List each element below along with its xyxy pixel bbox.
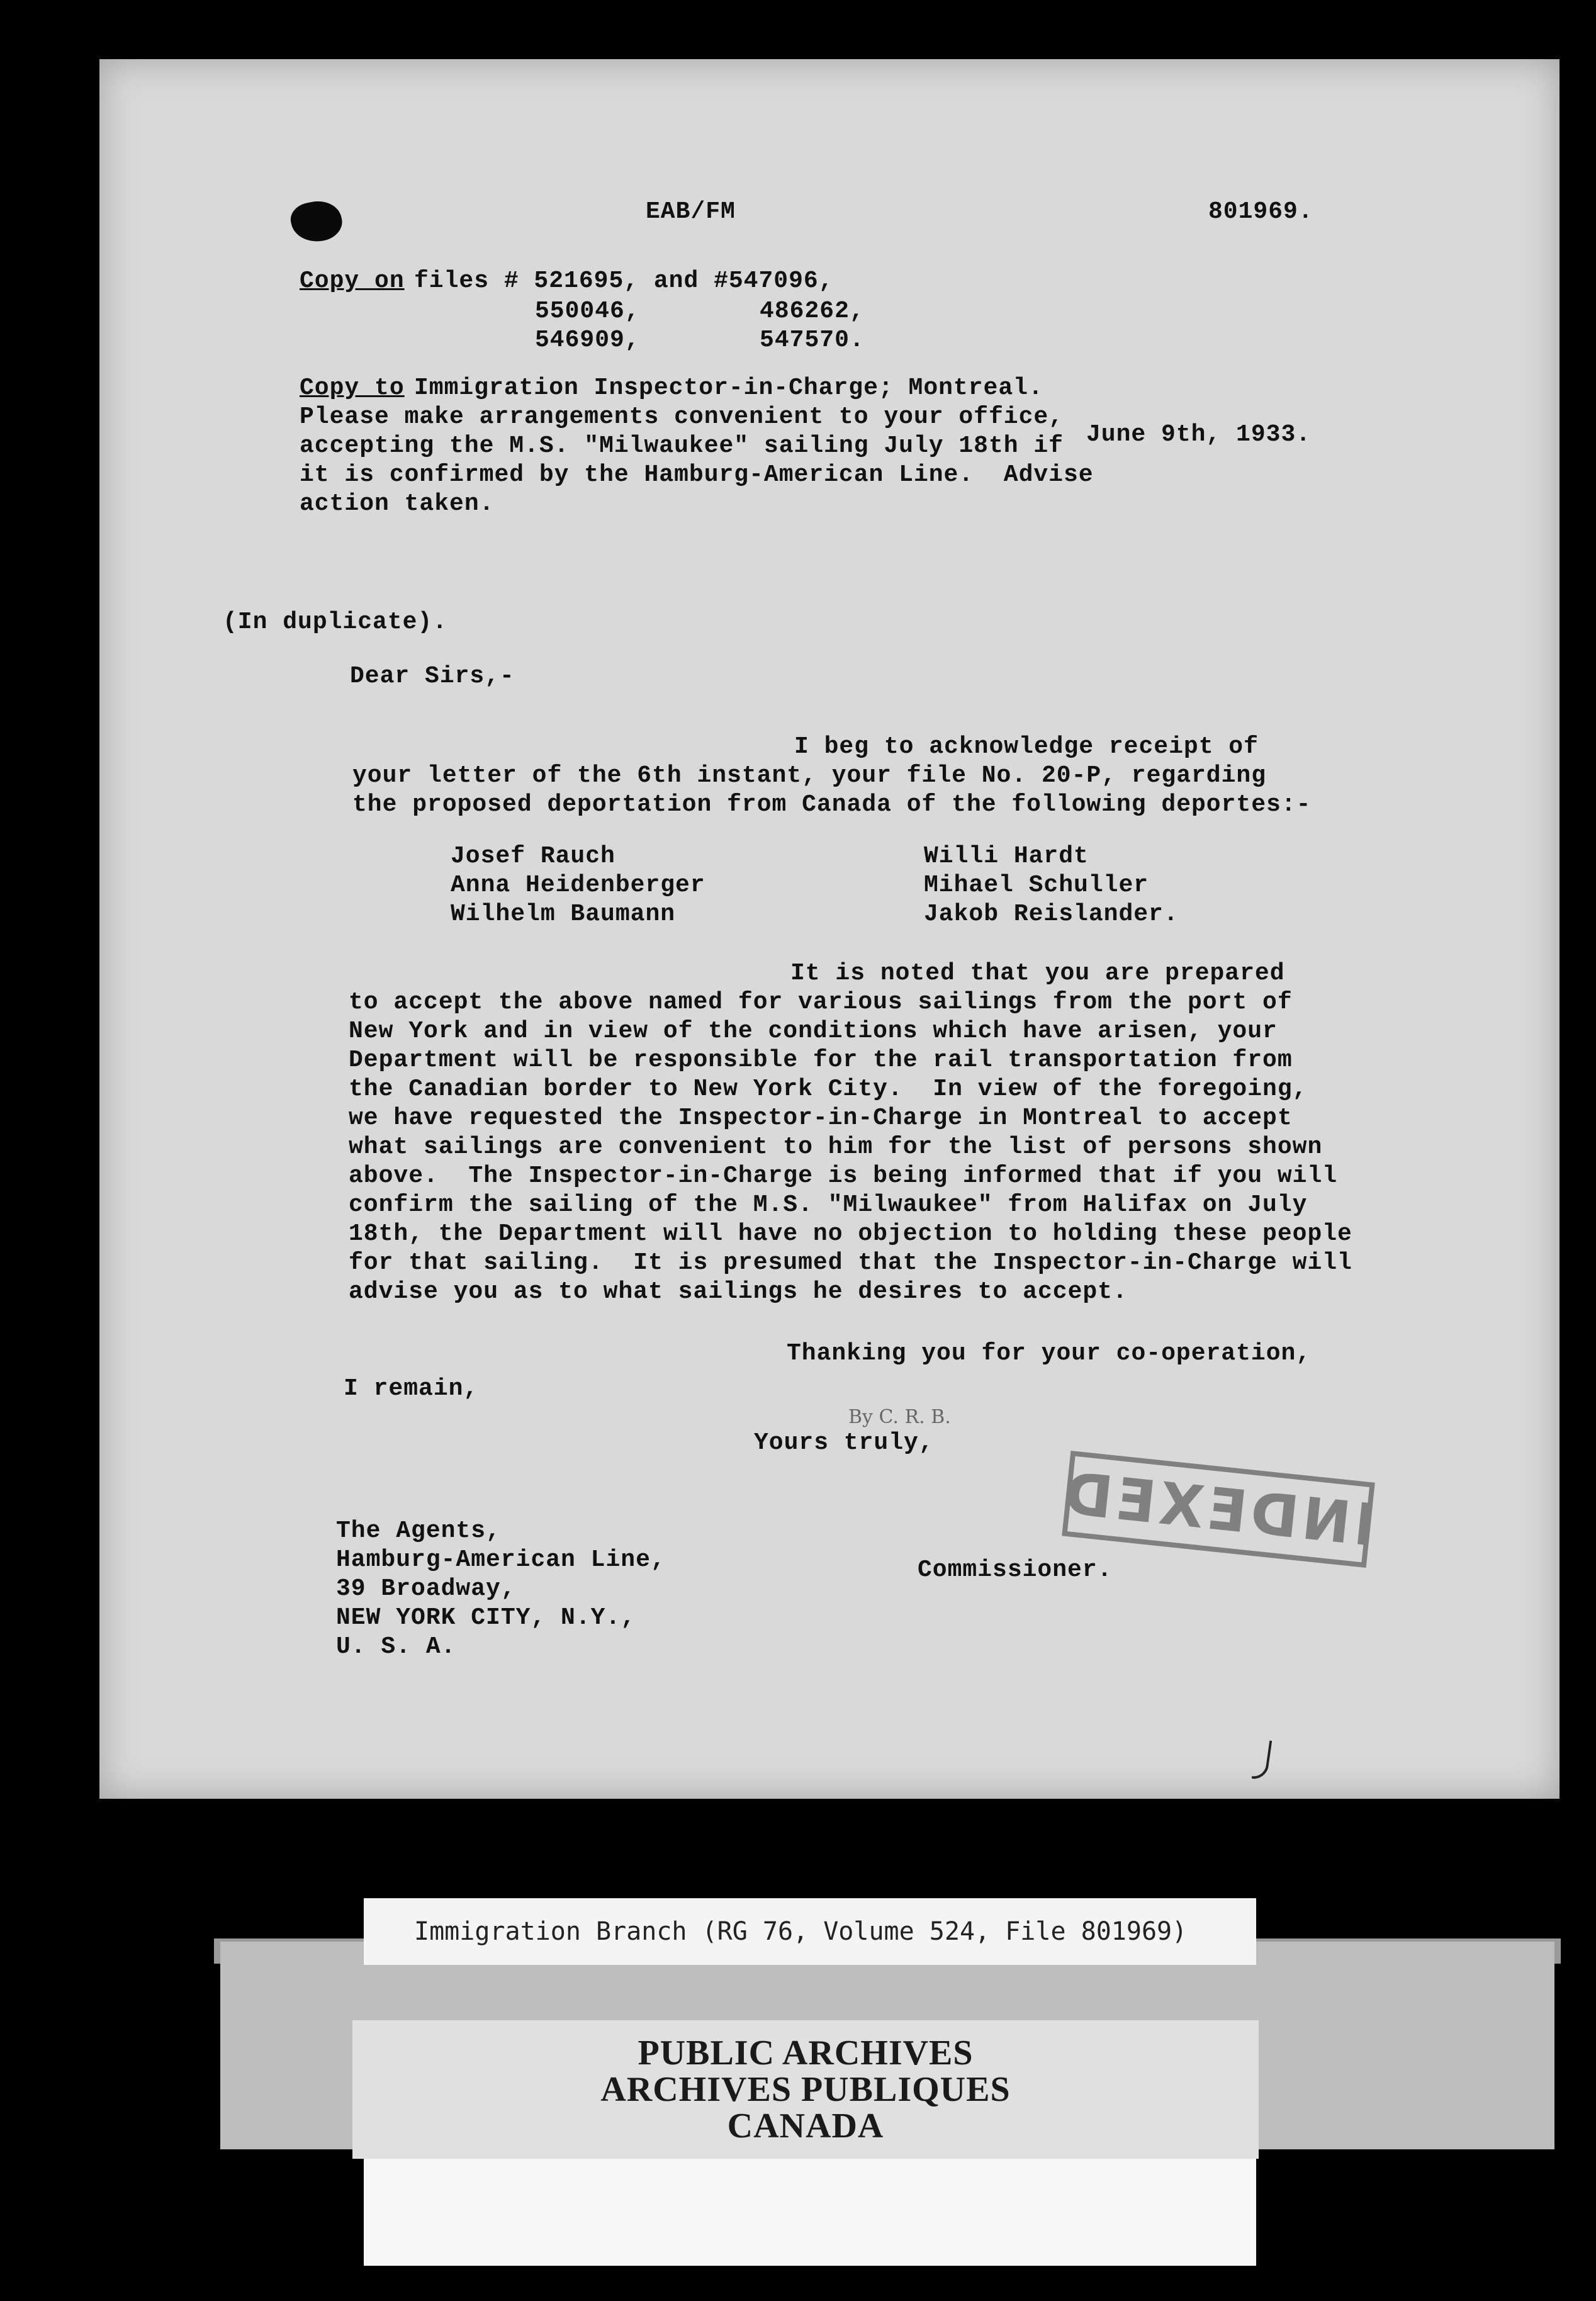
copy-to-line: action taken. xyxy=(300,490,495,517)
body-line: what sailings are convenient to him for the list of persons shown xyxy=(349,1134,1323,1161)
body-line: 18th, the Department will have no objection to holding these people xyxy=(349,1220,1352,1247)
body-line: I beg to acknowledge receipt of xyxy=(794,733,1259,760)
body-line: advise you as to what sailings he desires to accept. xyxy=(349,1278,1128,1305)
salutation: Dear Sirs,- xyxy=(350,663,515,690)
copy-to-line: Please make arrangements convenient to your office, xyxy=(300,403,1064,430)
reference-initials: EAB/FM xyxy=(646,198,736,225)
file-number: 801969. xyxy=(1208,198,1313,225)
deportee-name: Josef Rauch xyxy=(451,843,615,870)
copy-on-label: Copy on xyxy=(300,267,405,295)
copy-files-line: files # 521695, and #547096, xyxy=(414,267,834,295)
remain-line: I remain, xyxy=(344,1375,479,1402)
copy-to-label: Copy to xyxy=(300,374,405,402)
archive-stamp-line: PUBLIC ARCHIVES xyxy=(638,2034,974,2073)
pen-mark xyxy=(1252,1739,1273,1781)
copy-to-line: it is confirmed by the Hamburg-American Line. Advise xyxy=(300,461,1094,488)
deportee-name: Jakob Reislander. xyxy=(924,901,1179,928)
body-line: the Canadian border to New York City. In view of the foregoing, xyxy=(349,1076,1308,1103)
copy-to-line: accepting the M.S. "Milwaukee" sailing July 18th if xyxy=(300,432,1064,459)
address-line: NEW YORK CITY, N.Y., xyxy=(336,1604,636,1631)
archive-footer-panel xyxy=(364,2159,1256,2266)
archive-stamp-line: ARCHIVES PUBLIQUES xyxy=(600,2070,1011,2109)
indexed-stamp: INDEXED xyxy=(1062,1451,1375,1568)
archive-stamp-line: CANADA xyxy=(727,2107,884,2146)
deportee-name: Willi Hardt xyxy=(924,843,1089,870)
thanks-line: Thanking you for your co-operation, xyxy=(787,1340,1312,1367)
address-line: Hamburg-American Line, xyxy=(336,1546,666,1573)
deportee-name: Mihael Schuller xyxy=(924,872,1149,899)
ink-blot xyxy=(288,196,346,246)
body-line: New York and in view of the conditions which have arisen, your xyxy=(349,1018,1278,1045)
duplicate-note: (In duplicate). xyxy=(223,609,448,636)
body-line: the proposed deportation from Canada of the following deportes:- xyxy=(352,791,1312,818)
letter-date: June 9th, 1933. xyxy=(1086,421,1312,448)
deportee-name: Anna Heidenberger xyxy=(451,872,705,899)
pencil-initials: By C. R. B. xyxy=(848,1406,951,1428)
letter-page xyxy=(99,59,1559,1799)
address-line: U. S. A. xyxy=(336,1633,456,1660)
body-line: to accept the above named for various sailings from the port of xyxy=(349,989,1293,1016)
body-line: confirm the sailing of the M.S. "Milwaukee" from Halifax on July xyxy=(349,1191,1308,1218)
body-line: your letter of the 6th instant, your file No. 20-P, regarding xyxy=(352,762,1267,789)
body-line: we have requested the Inspector-in-Charge in Montreal to accept xyxy=(349,1105,1293,1132)
body-line: for that sailing. It is presumed that the Inspector-in-Charge will xyxy=(349,1249,1352,1276)
deportee-name: Wilhelm Baumann xyxy=(451,901,676,928)
signature-title: Commissioner. xyxy=(918,1556,1113,1584)
yours-truly: Yours truly, xyxy=(754,1429,934,1456)
body-line: above. The Inspector-in-Charge is being informed that if you will xyxy=(349,1162,1338,1190)
body-line: It is noted that you are prepared xyxy=(790,960,1285,987)
address-line: 39 Broadway, xyxy=(336,1575,516,1602)
copy-files-line: 550046, 486262, xyxy=(535,298,865,325)
address-line: The Agents, xyxy=(336,1517,501,1544)
copy-files-line: 546909, 547570. xyxy=(535,327,865,354)
copy-to-line: Immigration Inspector-in-Charge; Montreal. xyxy=(414,374,1043,402)
body-line: Department will be responsible for the rail transportation from xyxy=(349,1047,1293,1074)
archive-stamp xyxy=(352,2020,1259,2159)
archive-caption: Immigration Branch (RG 76, Volume 524, File 801969) xyxy=(364,1898,1256,1965)
